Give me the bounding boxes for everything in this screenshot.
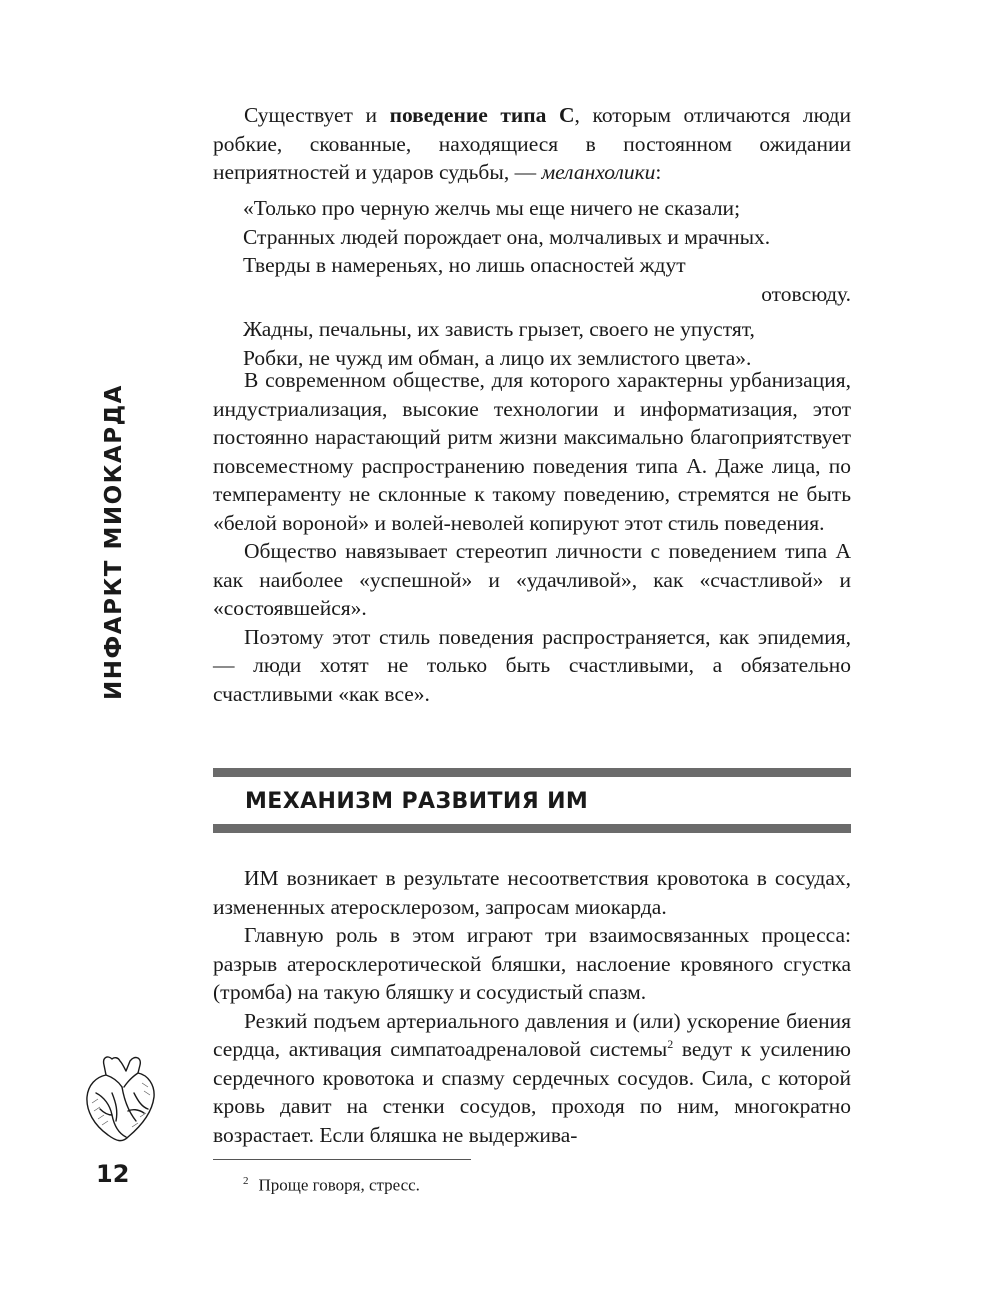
verse-line-continuation: отовсюду. — [761, 281, 851, 306]
verse-line: Странных людей порождает она, молчаливых и мрачных. — [243, 224, 771, 249]
verse-line: «Только про черную желчь мы еще ничего не сказали; — [243, 196, 741, 220]
verse-line: Робки, не чужд им обман, а лицо их землистого цвета». — [243, 345, 752, 370]
body-text-section — [213, 864, 851, 1149]
intro-tail: : — [655, 160, 662, 184]
body-paragraph: ИМ возникает в результате несоответствия кровотока в сосудах, измененных атеросклерозом, запросам миокарда. — [213, 866, 851, 919]
verse-line: Тверды в намереньях, но лишь опасностей ждут — [243, 253, 686, 277]
body-paragraph: Общество навязывает стереотип личности с поведением типа А как наиболее «успешной» и «удачливой», как «счастливой» и «состоявшейся». — [213, 539, 851, 620]
intro-italic-term: меланхолики — [541, 160, 656, 184]
body-paragraph: Поэтому этот стиль поведения распространяется, как эпидемия, — люди хотят не только быть счастливыми, а обязательно счастливыми «как все». — [213, 624, 851, 706]
footnote-rule — [213, 1159, 471, 1160]
footnote-reference[interactable]: 2 — [667, 1036, 674, 1051]
intro-block — [213, 101, 851, 187]
verse-quote — [243, 194, 851, 372]
body-text-top — [213, 366, 851, 708]
body-paragraph: Главную роль в этом играют три взаимосвязанных процесса: разрыв атеросклеротической бляшки, наслоение кровяного сгустка (тромба) на такую бляшку и сосудистый спазм. — [213, 923, 851, 1004]
running-head: ИНФАРКТ МИОКАРДА — [101, 384, 127, 700]
section-rule-bottom — [213, 824, 851, 833]
section-rule-top — [213, 768, 851, 777]
intro-lead: Существует и — [244, 103, 390, 127]
intro-paragraph — [213, 101, 851, 187]
footnote — [243, 1170, 420, 1197]
page-number: 12 — [96, 1160, 130, 1188]
body-paragraph: В современном обществе, для которого характерны урбанизация, индустриализация, высокие технологии и информатизация, этот постоянно нарастающий ритм жизни максимально благоприятствует повсеместному распространению поведения типа А. Даже лица, по темпераменту не склонные к такому поведению, стремятся не быть «белой вороной» и волей-неволей копируют этот стиль поведения. — [213, 368, 851, 535]
paragraph-text: ведут к усилению сердечного кровотока и спазму сердечных сосудов. Сила, с которой кровь давит на стенки сосудов, проходя по ним, многократно возрастает. Если бляшка не выдержива- — [213, 1037, 851, 1147]
verse-line: Жадны, печальны, их зависть грызет, своего не упустят, — [243, 317, 755, 341]
footnote-text: Проще говоря, стресс. — [258, 1175, 420, 1195]
heart-anatomical-icon — [82, 1053, 160, 1145]
intro-middle: , которым отличаются люди робкие, скованные, находящиеся в постоянном ожидании неприятностей и ударов судьбы, — — [213, 103, 851, 184]
footnote-mark: 2 — [243, 1175, 249, 1187]
paragraph-text: Резкий подъем артериального давления и (или) ускорение биения сердца, активация симпатоадреналовой системы — [213, 1008, 851, 1061]
section-heading: МЕХАНИЗМ РАЗВИТИЯ ИМ — [245, 789, 589, 814]
body-paragraph — [213, 1007, 851, 1150]
intro-bold-term: поведение типа С — [389, 103, 575, 127]
